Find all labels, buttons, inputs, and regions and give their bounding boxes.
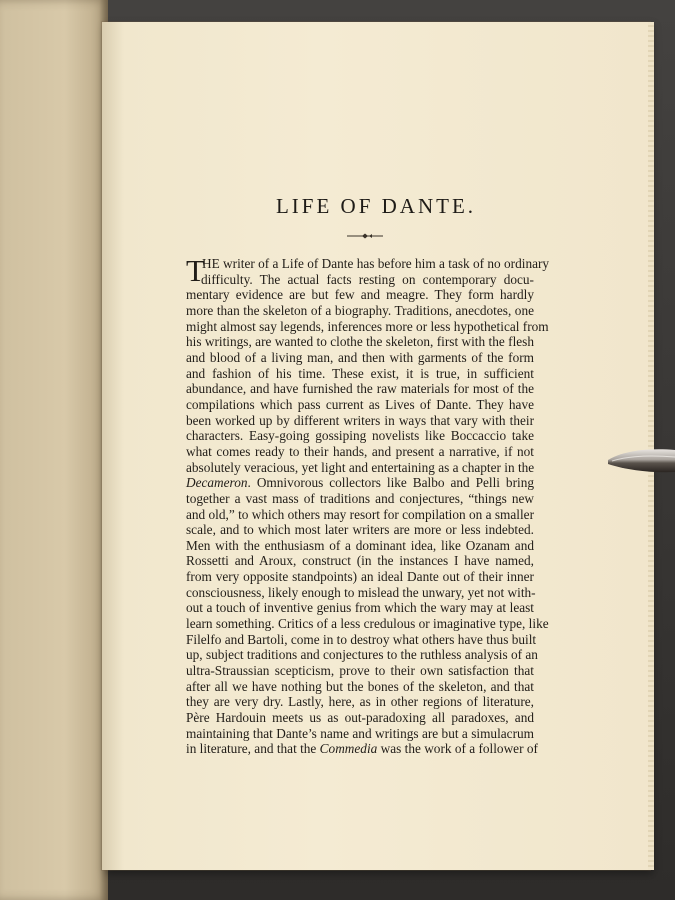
text-line: scale, and to which most later writers are more or less indebted. <box>186 522 534 538</box>
facing-page-edge <box>0 0 108 900</box>
text-line: absolutely veracious, yet light and entertaining as a chapter in the <box>186 459 535 475</box>
text-line: might almost say legends, inferences more or less hypothetical from <box>186 318 549 334</box>
text-line: and blood of a living man, and then with garments of the form <box>186 349 534 365</box>
text-line: what comes ready to their hands, and present a narrative, if not <box>186 443 534 459</box>
text-line: Rossetti and Aroux, construct (in the instances I have named, <box>186 553 534 569</box>
text-line: Filelfo and Bartoli, come in to destroy what others have thus built <box>186 631 537 647</box>
text-line: Decameron. Omnivorous collectors like Balbo and Pelli bring <box>186 475 534 491</box>
bookmark-clip <box>606 442 675 482</box>
text-line: HE writer of a Life of Dante has before him a task of no ordinary <box>202 256 550 271</box>
text-line: compilations which pass current as Lives of Dante. They have <box>186 396 534 412</box>
text-line: maintaining that Dante’s name and writings are but a simulacrum <box>186 725 534 741</box>
page-title: LIFE OF DANTE. <box>275 194 477 218</box>
body-paragraph <box>186 253 550 757</box>
text-line: characters. Easy-going gossiping novelists like Boccaccio take <box>186 428 534 444</box>
drop-cap: T <box>186 253 205 288</box>
text-line: from very opposite standpoints) an ideal Dante out of their inner <box>186 569 534 585</box>
text-line: difficulty. The actual facts resting on contemporary docu- <box>201 271 534 287</box>
text-line: his writings, are wanted to clothe the skeleton, first with the flesh <box>186 334 534 350</box>
book-page <box>102 22 650 870</box>
text-line: after all we have nothing but the bones of the skeleton, and that <box>186 678 534 694</box>
text-line: and old,” to which others may resort for compilation on a smaller <box>186 506 534 522</box>
text-line: in literature, and that the Commedia was the work of a follower of <box>186 741 538 757</box>
text-line: up, subject traditions and conjectures to the ruthless analysis of an <box>186 647 538 663</box>
text-line: ultra-Straussian scepticism, prove to their own satisfaction that <box>186 663 534 679</box>
text-line: abundance, and have furnished the raw materials for most of the <box>186 381 534 397</box>
text-line: been worked up by different writers in ways that vary with their <box>186 412 534 428</box>
text-line: learn something. Critics of a less credulous or imaginative type, like <box>186 616 549 632</box>
text-line: more than the skeleton of a biography. Traditions, anecdotes, one <box>186 302 534 318</box>
text-line: and fashion of his time. These exist, it is true, in sufficient <box>186 365 534 381</box>
text-line: together a vast mass of traditions and conjectures, “things new <box>186 490 534 506</box>
text-line: consciousness, likely enough to mislead the unwary, yet not with- <box>186 584 536 600</box>
title-ornament <box>345 232 385 240</box>
text-line: they are very dry. Lastly, here, as in other regions of literature, <box>186 694 534 710</box>
text-line: Men with the enthusiasm of a dominant idea, like Ozanam and <box>186 537 534 553</box>
text-line: mentary evidence are but few and meagre. They form hardly <box>186 287 534 303</box>
text-line: Père Hardouin meets us as out-paradoxing all paradoxes, and <box>186 710 534 726</box>
text-line: out a touch of inventive genius from which the wary may at least <box>186 600 534 616</box>
